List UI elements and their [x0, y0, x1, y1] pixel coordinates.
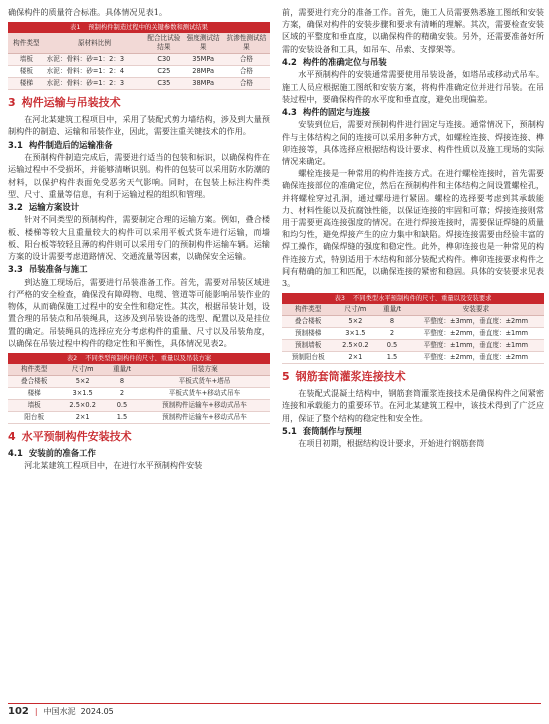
table-row — [8, 78, 270, 90]
subsection-heading: 4.3 构件的固定与连接 — [282, 106, 370, 117]
page-number: 102 — [8, 706, 29, 717]
table-cell: 2.5×0.2 — [334, 340, 376, 352]
journal-name: 中国水泥 — [43, 707, 76, 716]
section-heading: 4 水平预制构件安装技术 — [8, 429, 132, 443]
table-header-cell: 构件类型 — [8, 364, 60, 376]
paragraph: 在项目初期，根据结构设计要求，开始进行钢筋套筒 — [298, 438, 485, 449]
section-heading: 3 构件运输与吊装技术 — [8, 96, 121, 110]
table-cell: 阳台板 — [8, 411, 60, 423]
table-header-cell: 构件类型 — [282, 304, 334, 316]
table-cell: 0.5 — [376, 340, 407, 352]
table-cell: 5×2 — [334, 316, 376, 328]
table-cell: 合格 — [223, 78, 270, 90]
page-footer — [8, 703, 541, 720]
table-cell: 楼梯 — [8, 78, 45, 90]
table-cell: 水泥：骨料：砂=1：2：3 — [45, 54, 145, 66]
table-cell: 水泥：骨料：砂=1：2：3 — [45, 78, 145, 90]
table-cell: C35 — [144, 78, 183, 90]
table-row — [282, 316, 544, 328]
subsection-heading: 4.2 构件的准确定位与吊装 — [282, 56, 387, 67]
subsection-heading: 3.1 构件制造后的运输准备 — [8, 139, 113, 150]
paragraph: 在河北某建筑工程项目中，采用了装配式剪力墙结构，涉及到大量预制构件的制造、运输和吊装作业，因此，需要注重关键技术的作用。 — [8, 114, 270, 137]
subsection-heading: 5.1 套筒制作与预埋 — [282, 425, 362, 436]
table-caption: 表1 预制构件制造过程中的关键参数和测试结果 — [8, 22, 270, 33]
paragraph: 针对不同类型的预制构件，需要制定合理的运输方案。例如，叠合楼板、楼梯等较大且重量较大的构件可以采用平板式货车进行运输，而墙板、阳台板等较轻且薄的构件则可以采用专门的预制构件运输车辆。运输方案的设计需要考虑道路情况、交通流量等因素，以确保安全运输。 — [8, 214, 270, 262]
table-header-cell: 抗渗性测试结果 — [223, 33, 270, 54]
table-row — [8, 411, 270, 423]
table-cell: 3×1.5 — [60, 387, 105, 399]
table-header-cell: 重量/t — [376, 304, 407, 316]
table-header-cell: 吊装方案 — [139, 364, 270, 376]
table-row — [282, 328, 544, 340]
table-cell: 合格 — [223, 54, 270, 66]
table-cell: 2 — [376, 328, 407, 340]
table-cell: 平整度：±1mm，垂直度：±1mm — [408, 340, 544, 352]
paragraph: 前，需要进行充分的准备工作。首先，施工人员需要熟悉施工图纸和安装方案，确保对构件的安装步骤和要求有清晰的理解。其次，需要检查安装区域的平整度和垂直度，以确保构件的精确安装。另外，还需要准备好所需的安装设备和工具，如吊车、吊索、支撑架等。 — [282, 7, 544, 54]
table-cell: 叠合楼板 — [8, 375, 60, 387]
left-column — [8, 6, 270, 472]
table-cell: 2×1 — [334, 352, 376, 364]
table-cell: 墙板 — [8, 54, 45, 66]
table-header-cell: 尺寸/m — [60, 364, 105, 376]
footer-separator: | — [34, 707, 38, 716]
table-cell: 合格 — [223, 66, 270, 78]
table-cell: C30 — [144, 54, 183, 66]
table-header-cell: 原材料比例 — [45, 33, 145, 54]
right-column — [282, 6, 544, 450]
table-row — [282, 352, 544, 364]
paragraph: 水平预制构件的安装通常需要使用吊装设备，如塔吊或移动式吊车。施工人员应根据施工图纸和安装方案，将构件准确定位并进行吊装。在吊装过程中，要确保构件的水平度和垂直度，避免出现偏差。 — [282, 69, 544, 104]
table-cell: 5×2 — [60, 375, 105, 387]
table-header-cell: 尺寸/m — [334, 304, 376, 316]
table-cell: 2×1 — [60, 411, 105, 423]
table-header-row — [8, 364, 270, 376]
subsection-heading: 3.3 吊装准备与施工 — [8, 264, 88, 275]
table-row — [282, 340, 544, 352]
table-cell: 预制阳台板 — [282, 352, 334, 364]
table-cell: 预制墙板 — [282, 340, 334, 352]
table-header-cell: 构件类型 — [8, 33, 45, 54]
table-row — [8, 387, 270, 399]
paragraph: 螺栓连接是一种常用的构件连接方式。在进行螺栓连接时，首先需要确保连接部位的准确定位，然后在预制构件和主体结构之间设置螺栓孔，并将螺栓穿过孔洞，通过螺母进行紧固。螺栓的选择要考虑到其承载能力、材料性能以及抗腐蚀性能，以保证连接的牢固和可靠；焊接连接则常用于需要更高连接强度的情况。在进行焊接连接时，需要保证焊缝的质量和均匀性，避免焊接产生的应力集中和缺陷。焊接连接需要由经验丰富的焊工操作，确保焊缝的强度和稳定性。此外，榫卯连接也是一种常见的构件连接方式，特别适用于木结构和部分装配式构件。榫卯连接要求构件之间有精确的加工和匹配，以确保连接的紧密和稳固。具体的安装要求见表3。 — [282, 168, 544, 289]
table-row — [8, 375, 270, 387]
table-header-row — [282, 304, 544, 316]
table-cell: 叠合楼板 — [282, 316, 334, 328]
table-cell: 8 — [105, 375, 139, 387]
table-header-cell: 强度测试结果 — [184, 33, 223, 54]
paragraph: 河北某建筑工程项目中，在进行水平预制构件安装 — [24, 460, 203, 471]
table-cell: 平整度：±3mm，垂直度：±2mm — [408, 316, 544, 328]
table-cell: 2.5×0.2 — [60, 399, 105, 411]
paragraph: 到达施工现场后，需要进行吊装准备工作。首先，需要对吊装区域进行严格的安全检查，确保没有障碍物、电缆、管道等可能影响吊装作业的物体，从而确保施工过程中的安全性和稳定性。其次，根据吊装计划，设置合理的吊装点和吊装绳具，这涉及到吊装设备的选型、配置以及是挂位置的确定。吊装绳具的选择应充分考虑构件的重量、尺寸以及吊装角度，以确保在吊装过程中构件的稳定性和平衡性，具体情况见表2。 — [8, 276, 270, 348]
table-header-cell: 安装要求 — [408, 304, 544, 316]
table-3 — [282, 304, 544, 364]
table-cell: 0.5 — [105, 399, 139, 411]
table-cell: 水泥：骨料：砂=1：2：4 — [45, 66, 145, 78]
table-cell: 1.5 — [105, 411, 139, 423]
table-cell: 楼板 — [8, 66, 45, 78]
table-header-row — [8, 33, 270, 54]
subsection-heading: 4.1 安装前的准备工作 — [8, 447, 96, 458]
table-cell: 楼梯 — [8, 387, 60, 399]
table-cell: 平板式货车+塔吊 — [139, 375, 270, 387]
table-cell: 预制构件运输车+移动式吊车 — [139, 411, 270, 423]
table-cell: C25 — [144, 66, 183, 78]
section-heading: 5 钢筋套筒灌浆连接技术 — [282, 370, 406, 384]
table-cell: 平整度：±2mm，垂直度：±1mm — [408, 328, 544, 340]
table-cell: 8 — [376, 316, 407, 328]
paragraph: 确保构件的质量符合标准。具体情况见表1。 — [8, 7, 167, 17]
paragraph: 在预制构件制造完成后，需要进行适当的包装和标识，以确保构件在运输过程中不受损坏，并能够清晰识别。构件的包装可以采用防水防潮的材料，以保护构件表面免受恶劣天气影响。同时，在包装上标注构件类型、尺寸、重量等信息，有利于运输过程的组织和管理。 — [8, 152, 270, 199]
journal-issue: 2024.05 — [80, 707, 114, 716]
table-2 — [8, 364, 270, 424]
table-header-cell: 配合比试验结果 — [144, 33, 183, 54]
table-cell: 2 — [105, 387, 139, 399]
table-cell: 38MPa — [184, 78, 223, 90]
table-1 — [8, 33, 270, 90]
paragraph: 在装配式混凝土结构中，钢筋套筒灌浆连接技术是确保构件之间紧密连接和承载能力的重要环节。在河北某建筑工程中，该技术得到了广泛应用，保证了整个结构的稳定性和安全性。 — [282, 388, 544, 423]
table-cell: 28MPa — [184, 66, 223, 78]
table-header-cell: 重量/t — [105, 364, 139, 376]
table-row — [8, 54, 270, 66]
table-cell: 平板式货车+移动式吊车 — [139, 387, 270, 399]
table-cell: 墙板 — [8, 399, 60, 411]
table-cell: 35MPa — [184, 54, 223, 66]
table-cell: 3×1.5 — [334, 328, 376, 340]
table-cell: 1.5 — [376, 352, 407, 364]
table-cell: 预制构件运输车+移动式吊车 — [139, 399, 270, 411]
table-caption: 表2 不同类型预制构件的尺寸、重量以及吊装方案 — [8, 353, 270, 364]
table-caption: 表3 不同类型水平预制构件的尺寸、重量以及安装要求 — [282, 293, 544, 304]
table-row — [8, 399, 270, 411]
subsection-heading: 3.2 运输方案设计 — [8, 201, 80, 212]
table-row — [8, 66, 270, 78]
table-cell: 平整度：±2mm，垂直度：±2mm — [408, 352, 544, 364]
table-cell: 预制楼梯 — [282, 328, 334, 340]
paragraph: 安装到位后，需要对预制构件进行固定与连接。通常情况下，预制构件与主体结构之间的连接可以采用多种方式，如螺栓连接、焊接连接、榫卯连接等，具体选择应根据结构设计要求、构件性质以及施工现场的实际情况来确定。 — [282, 119, 544, 167]
